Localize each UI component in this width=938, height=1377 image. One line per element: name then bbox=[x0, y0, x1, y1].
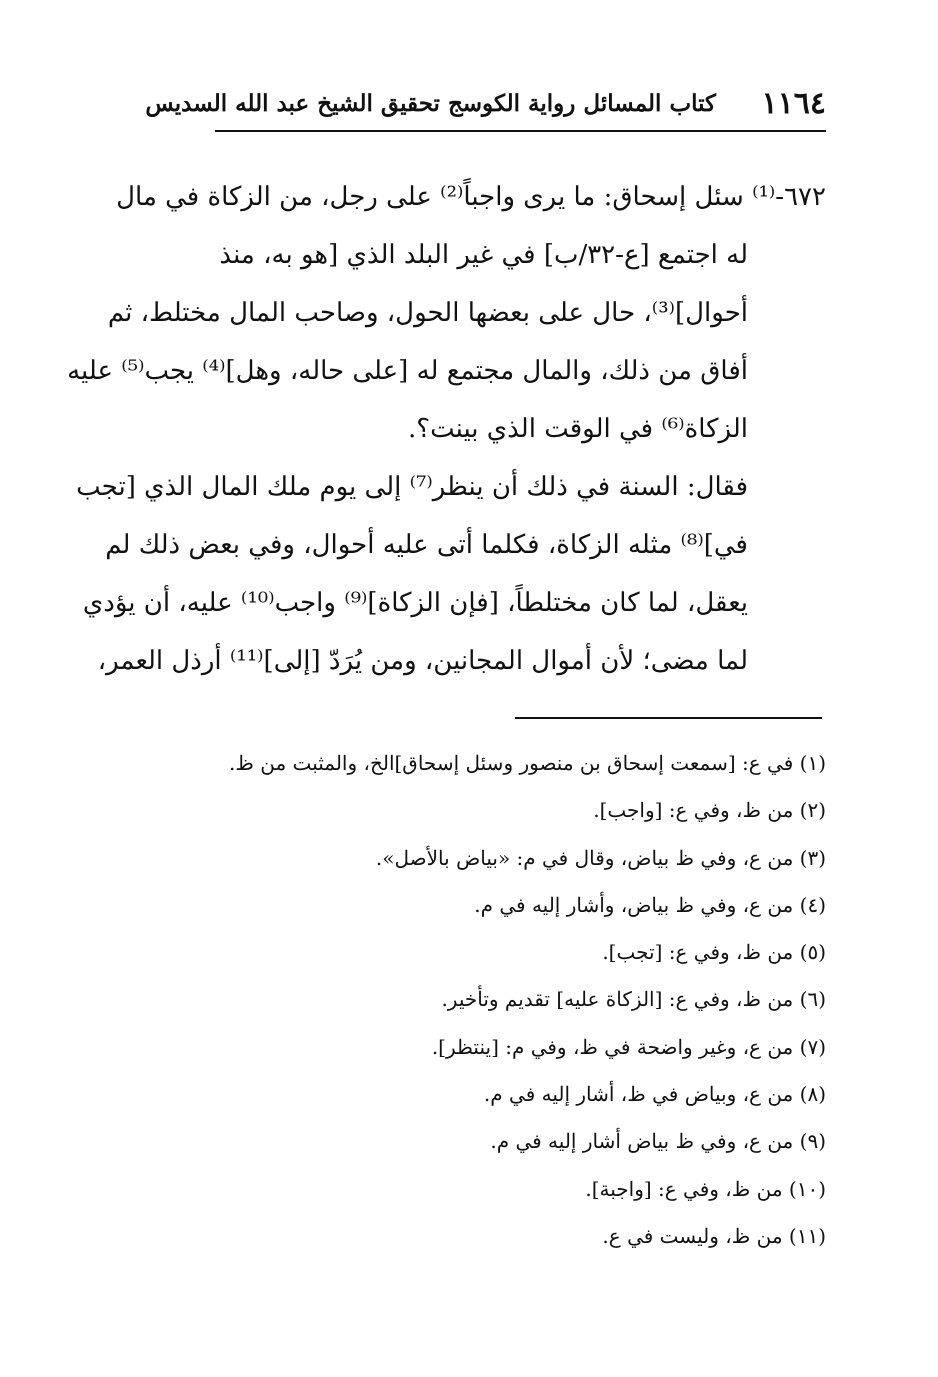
running-title: كتاب المسائل رواية الكوسج تحقيق الشيخ عبد الله السديس bbox=[145, 90, 716, 117]
text-line: له اجتمع [ع-٣٢/ب] في غير البلد الذي [هو به، منذ bbox=[219, 240, 748, 270]
text-line: أحوال]⁽³⁾، حال على بعضها الحول، وصاحب المال مختلط، ثم bbox=[107, 298, 748, 328]
header-rule bbox=[215, 130, 826, 132]
text-line: لما مضى؛ لأن أموال المجانين، ومن يُرَدّ [إلى]⁽¹¹⁾ أرذل العمر، bbox=[97, 646, 748, 676]
text-line: أفاق من ذلك، والمال مجتمع له [على حاله، وهل]⁽⁴⁾ يجب⁽⁵⁾ عليه bbox=[67, 356, 748, 386]
footnote: (٤) من ع، وفي ظ بياض، وأشار إليه في م. bbox=[474, 892, 826, 917]
footnote: (٣) من ع، وفي ظ بياض، وقال في م: «بياض بالأصل». bbox=[375, 845, 826, 870]
page-header bbox=[145, 86, 826, 130]
footnote: (٢) من ظ، وفي ع: [واجب]. bbox=[593, 798, 826, 823]
text-line: يعقل، لما كان مختلطاً، [فإن الزكاة]⁽⁹⁾ واجب⁽¹⁰⁾ عليه، أن يؤدي bbox=[82, 588, 748, 618]
main-text bbox=[67, 168, 826, 690]
page-number: ١١٦٤ bbox=[761, 86, 826, 121]
footnote: (٥) من ظ، وفي ع: [تجب]. bbox=[602, 940, 826, 965]
footnotes bbox=[200, 740, 826, 1260]
text-line: في]⁽⁸⁾ مثله الزكاة، فكلما أتى عليه أحوال، وفي بعض ذلك لم bbox=[105, 530, 748, 560]
footnote: (٨) من ع، وبياض في ظ، أشار إليه في م. bbox=[483, 1082, 826, 1107]
footnote: (١٠) من ظ، وفي ع: [واجبة]. bbox=[585, 1176, 826, 1201]
text-line: ٦٧٢-⁽¹⁾ سئل إسحاق: ما يرى واجباً⁽²⁾ على رجل، من الزكاة في مال bbox=[116, 182, 826, 212]
text-line: الزكاة⁽⁶⁾ في الوقت الذي بينت؟. bbox=[408, 414, 748, 444]
footnote: (٩) من ع، وفي ظ بياض أشار إليه في م. bbox=[490, 1129, 826, 1154]
footnote: (٧) من ع، وغير واضحة في ظ، وفي م: [ينتظر]. bbox=[431, 1034, 826, 1059]
footnote: (٦) من ظ، وفي ع: [الزكاة عليه] تقديم وتأخير. bbox=[441, 987, 826, 1012]
text-line: فقال: السنة في ذلك أن ينظر⁽⁷⁾ إلى يوم ملك المال الذي [تجب bbox=[76, 472, 748, 502]
footnote: (١١) من ظ، وليست في ع. bbox=[602, 1223, 826, 1248]
footnote-rule bbox=[515, 717, 822, 719]
footnote: (١) في ع: [سمعت إسحاق بن منصور وسئل إسحاق]الخ، والمثبت من ظ. bbox=[229, 751, 826, 775]
